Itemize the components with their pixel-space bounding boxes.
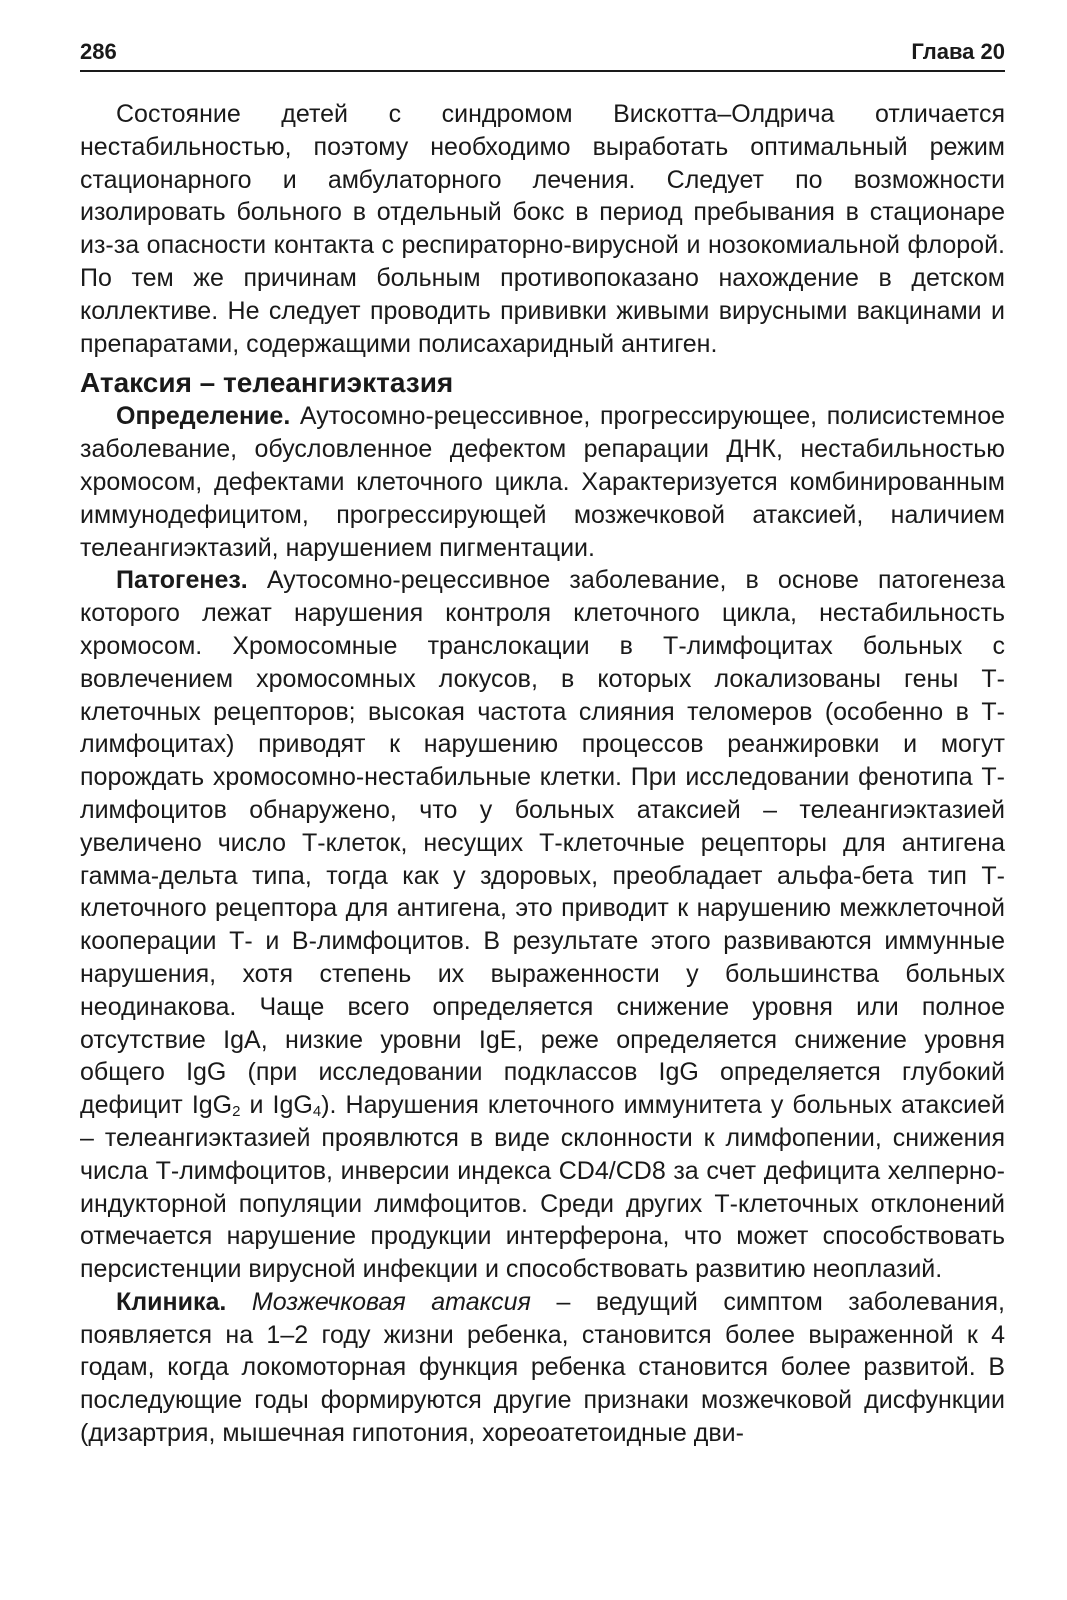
page-number: 286 [80, 39, 117, 64]
running-header [80, 34, 1005, 70]
pathogenesis-subscript-b: 4 [312, 1103, 322, 1121]
pathogenesis-text-c: ). Нарушения клеточного иммунитета у больных атаксией – телеангиэктазией проявлются в виде склонности к лимфопении, снижения числа Т-лимфоцитов, инверсии индекса CD4/CD8 за счет дефицита хелперно-индукторной популяции лимфоцитов. Среди других Т-клеточных отклонений отмечается нарушение продукции интерферона, что может способствовать персистенции вирусной инфекции и способствовать развитию неоплазий. [80, 1091, 1006, 1284]
pathogenesis-label: Патогенез. [116, 566, 248, 595]
definition-text: Аутосомно-рецессивное, прогрессирующее, полисистемное заболевание, обусловленное дефектом репарации ДНК, нестабильностью хромосом, дефектами клеточного цикла. Характеризуется комбинированным иммунодефицитом, прогрессирующей мозжечковой атаксией, наличием телеангиэктазий, нарушением пигментации. [80, 402, 1005, 562]
definition-paragraph [80, 400, 1005, 564]
clinic-label: Клиника. [116, 1287, 227, 1316]
pathogenesis-text-a: Аутосомно-рецессивное заболевание, в основе патогенеза которого лежат нарушения контроля клеточного цикла, нестабильность хромосом. Хромосомные транслокации в Т-лимфоцитах больных с вовлечением хромосомных локусов, в которых локализованы гены Т-клеточных рецепторов; высокая частота слияния теломеров (особенно в Т-лимфоцитах) приводят к нарушению процессов реанжировки и могут порождать хромосомно-нестабильные клетки. При исследовании фенотипа Т-лимфоцитов обнаружено, что у больных атаксией – телеангиэктазией увеличено число Т-клеток, несущих Т-клеточные рецепторы для антигена гамма-дельта типа, тогда как у здоровых, преобладает альфа-бета тип Т-клеточного рецептора для антигена, это приводит к нарушению межклеточной кооперации Т- и В-лимфоцитов. В результате этого развиваются иммунные нарушения, хотя степень их выраженности у большинства больных неодинакова. Чаще всего определяется снижение уровня или полное отсутствие IgA, низкие уровни IgE, реже определяется снижение уровня общего IgG (при исследовании подклассов IgG определяется глубокий дефицит IgG [80, 566, 1005, 1120]
body-text [80, 98, 1005, 1450]
pathogenesis-paragraph [80, 564, 1005, 1286]
section-heading: Атаксия – телеангиэктазия [80, 367, 454, 399]
pathogenesis-text-b: и IgG [240, 1091, 313, 1120]
clinic-italic-term: Мозжечковая атаксия [226, 1287, 531, 1316]
intro-paragraph [80, 98, 1005, 360]
intro-text: Состояние детей с синдромом Вискотта–Олдрича отличается нестабильностью, поэтому необходимо выработать оптимальный режим стационарного и амбулаторного лечения. Следует по возможности изолировать больного в отдельный бокс в период пребывания в стационаре из-за опасности контакта с респираторно-вирусной и нозокомиальной флорой. По тем же причинам больным противопоказано нахождение в детском коллективе. Не следует проводить прививки живыми вирусными вакцинами и препаратами, содержащими полисахаридный антиген. [80, 100, 1005, 358]
clinic-paragraph [80, 1286, 1005, 1450]
definition-label: Определение. [116, 402, 291, 431]
chapter-title: Глава 20 [911, 39, 1005, 64]
pathogenesis-subscript-a: 2 [232, 1103, 241, 1121]
clinic-text: – ведущий симптом заболевания, появляется на 1–2 году жизни ребенка, становится более выраженной к 4 годам, когда локомоторная функция ребенка становится более развитой. В последующие годы формируются другие признаки мозжечковой дисфункции (дизартрия, мышечная гипотония, хореоатетоидные дви- [80, 1287, 1005, 1448]
header-rule [80, 70, 1005, 72]
